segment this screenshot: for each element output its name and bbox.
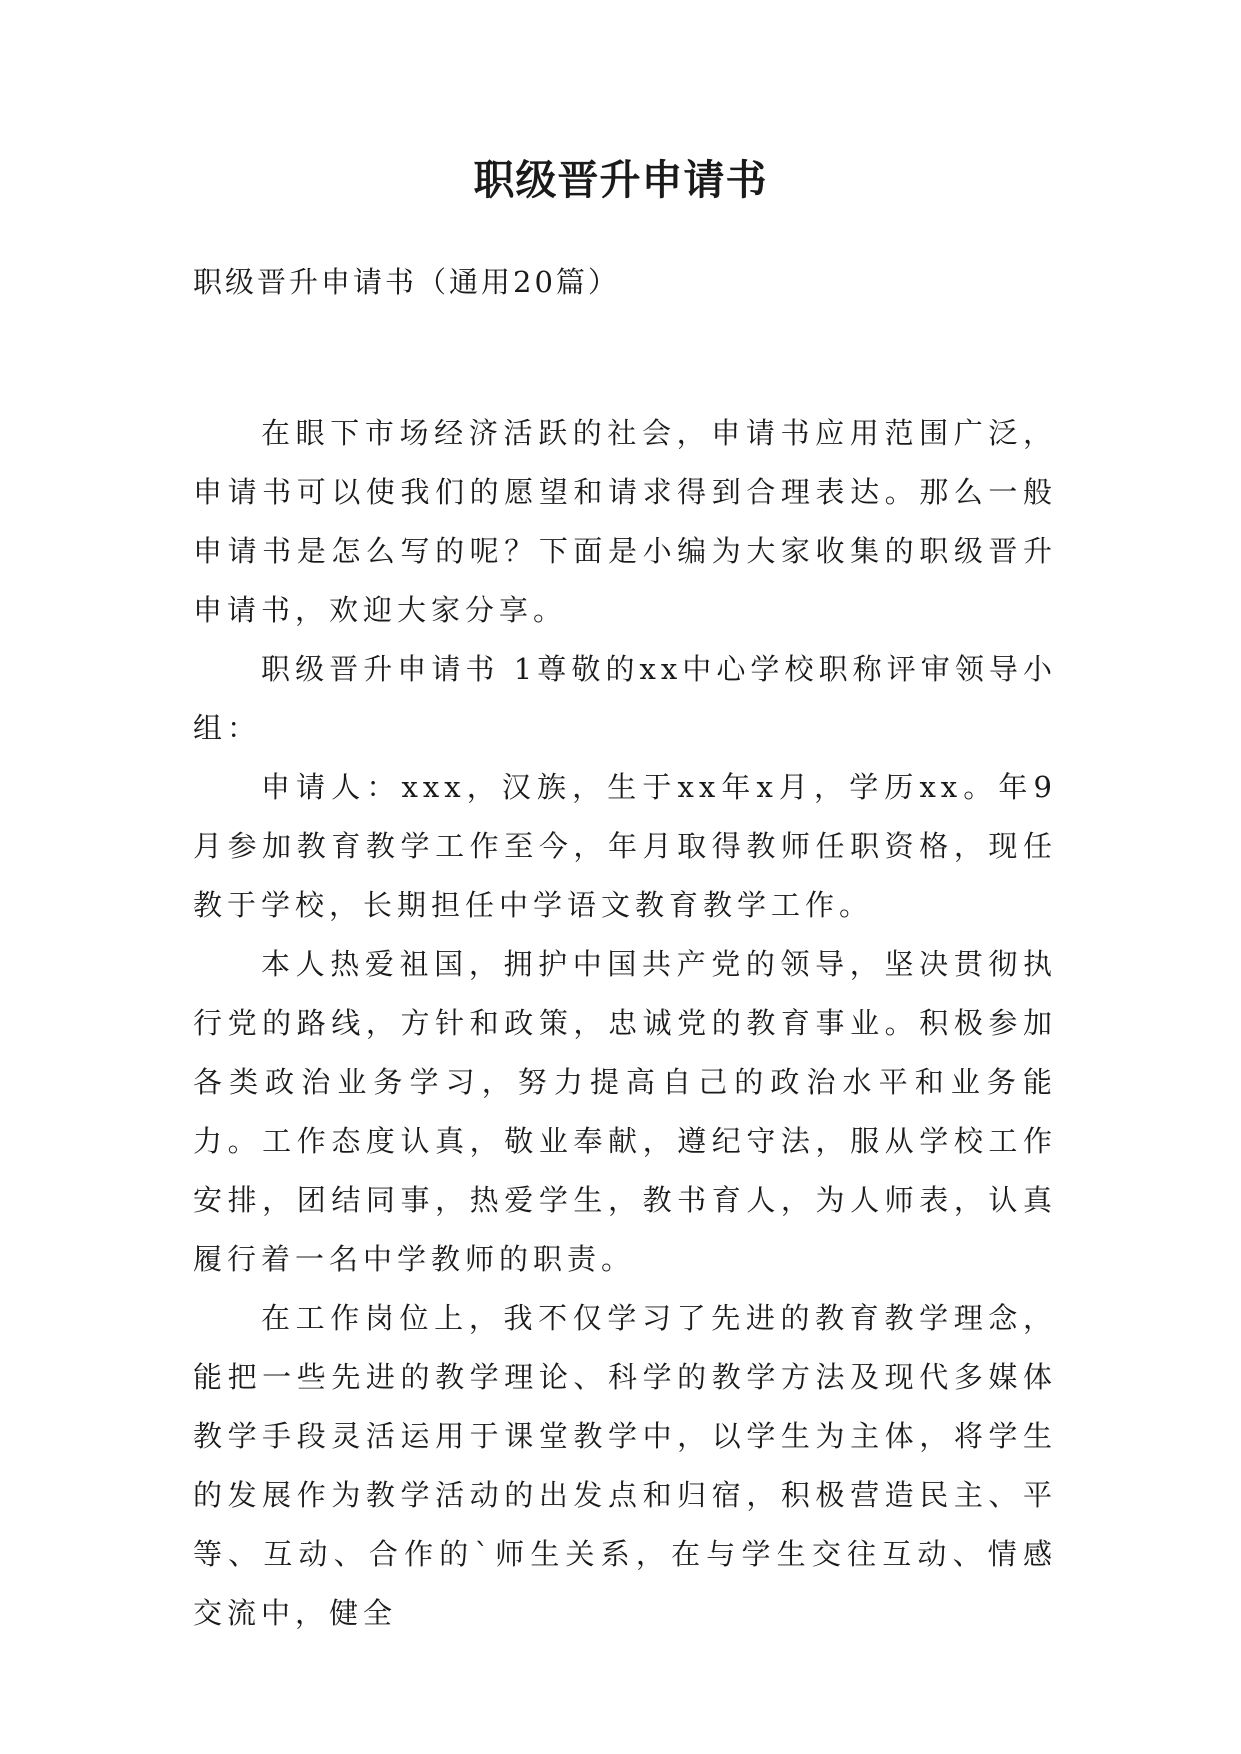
document-body [193, 404, 1057, 1643]
document-subtitle: 职级晋升申请书（通用20篇） [193, 265, 620, 299]
paragraph-political-attitude: 本人热爱祖国，拥护中国共产党的领导，坚决贯彻执行党的路线，方针和政策，忠诚党的教育事业。积极参加各类政治业务学习，努力提高自己的政治水平和业务能力。工作态度认真，敬业奉献，遵纪守法，服从学校工作安排，团结同事，热爱学生，教书育人，为人师表，认真履行着一名中学教师的职责。 [193, 947, 1057, 1276]
paragraph-applicant-info: 申请人：xxx，汉族，生于xx年x月，学历xx。年9月参加教育教学工作至今，年月取得教师任职资格，现任教于学校，长期担任中学语文教育教学工作。 [193, 770, 1057, 922]
paragraph-intro: 在眼下市场经济活跃的社会，申请书应用范围广泛，申请书可以使我们的愿望和请求得到合理表达。那么一般申请书是怎么写的呢？下面是小编为大家收集的职级晋升申请书，欢迎大家分享。 [193, 416, 1057, 627]
document-title: 职级晋升申请书 [473, 156, 768, 204]
paragraph-salutation: 职级晋升申请书 1尊敬的xx中心学校职称评审领导小组： [193, 652, 1057, 745]
paragraph-teaching-work: 在工作岗位上，我不仅学习了先进的教育教学理念，能把一些先进的教学理论、科学的教学方法及现代多媒体教学手段灵活运用于课堂教学中，以学生为主体，将学生的发展作为教学活动的出发点和归宿，积极营造民主、平等、互动、合作的`师生关系，在与学生交往互动、情感交流中，健全 [193, 1301, 1057, 1630]
